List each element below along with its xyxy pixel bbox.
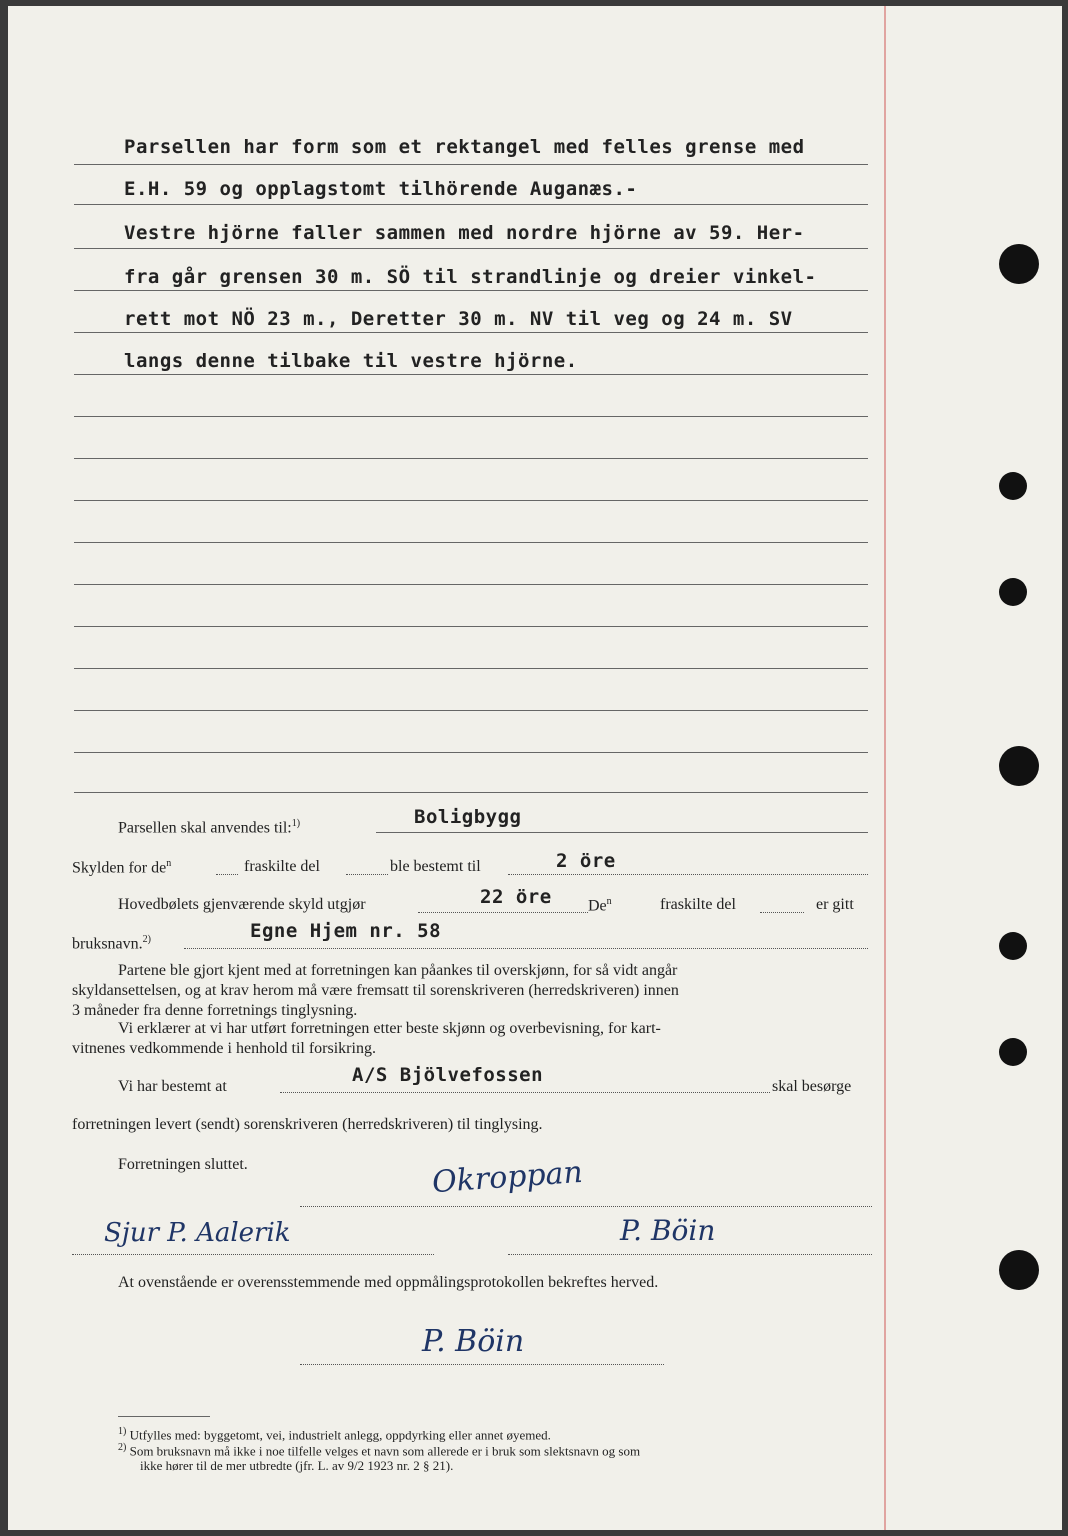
remaining-suffix: er gitt: [816, 896, 854, 913]
ruled-line: [74, 248, 868, 249]
description-line: Parsellen har form som et rektangel med felles grense med: [124, 136, 805, 158]
tax-suffix: ble bestemt til: [390, 858, 481, 875]
description-line: rett mot NÖ 23 m., Deretter 30 m. NV til veg og 24 m. SV: [124, 308, 793, 330]
remaining-label: Hovedbølets gjenværende skyld utgjør: [118, 896, 366, 913]
margin-line: [884, 6, 886, 1530]
delivery-line: forretningen levert (sendt) sorenskriveren (herredskriveren) til tinglysing.: [72, 1116, 543, 1133]
description-line: fra går grensen 30 m. SÖ til strandlinje og dreier vinkel-: [124, 266, 817, 288]
bruksnavn-label: bruksnavn.$^{2)}$: [72, 934, 151, 953]
binder-hole: [999, 578, 1027, 606]
document-page: [8, 6, 1062, 1530]
description-line: langs denne tilbake til vestre hjörne.: [124, 350, 578, 372]
remaining-de: De$^n$: [588, 896, 612, 915]
ruled-line: [74, 164, 868, 165]
binder-hole: [999, 244, 1039, 284]
binder-hole: [999, 932, 1027, 960]
usage-label: Parsellen skal anvendes til:$^{1)}$: [118, 818, 301, 837]
footnote: $^{2)}$ Som bruksnavn må ikke i noe tilfelle velges et navn som allerede er i bruk som slektsnavn og som: [118, 1442, 641, 1459]
ruled-line: [74, 332, 868, 333]
footnote-separator: [118, 1416, 210, 1417]
ruled-line: [74, 416, 868, 417]
binder-hole: [999, 746, 1039, 786]
ruled-line: [74, 752, 868, 753]
footnote: ikke hører til de mer utbredte (jfr. L. av 9/2 1923 nr. 2 § 21).: [140, 1458, 454, 1473]
tax-prefix: Skylden for $de^n$: [72, 858, 172, 877]
usage-line: [376, 832, 868, 833]
remaining-middle: fraskilte del: [660, 896, 736, 913]
signature: P. Böin: [620, 1214, 716, 1247]
signature: Okroppan: [430, 1154, 584, 1201]
ruled-line: [74, 290, 868, 291]
paragraph-line: Vi erklærer at vi har utført forretningen etter beste skjønn og overbevisning, for kart-: [118, 1020, 661, 1037]
ruled-line: [74, 500, 868, 501]
ruled-line: [74, 542, 868, 543]
ruled-line: [74, 584, 868, 585]
tax-value: 2 öre: [556, 850, 616, 872]
ruled-line: [74, 710, 868, 711]
ruled-line: [74, 204, 868, 205]
footnote: $^{1)}$ Utfylles med: byggetomt, vei, industrielt anlegg, oppdyrking eller annet øyemed.: [118, 1426, 551, 1443]
ruled-line: [74, 458, 868, 459]
signature: Sjur P. Aalerik: [104, 1218, 291, 1248]
ruled-line: [74, 792, 868, 793]
ruled-line: [74, 626, 868, 627]
determined-suffix: skal besørge: [772, 1078, 852, 1095]
binder-hole: [999, 472, 1027, 500]
determined-value: A/S Bjölvefossen: [352, 1064, 544, 1086]
signature: P. Böin: [422, 1324, 525, 1359]
confirmation-text: At ovenstående er overensstemmende med oppmålingsprotokollen bekreftes herved.: [118, 1274, 659, 1291]
ruled-line: [74, 668, 868, 669]
tax-middle: fraskilte del: [244, 858, 320, 875]
determined-prefix: Vi har bestemt at: [118, 1078, 227, 1095]
usage-value: Boligbygg: [414, 806, 522, 828]
ruled-line: [74, 374, 868, 375]
closing-text: Forretningen sluttet.: [118, 1156, 248, 1173]
description-line: E.H. 59 og opplagstomt tilhörende Auganæs.-: [124, 178, 638, 200]
remaining-value: 22 öre: [480, 886, 552, 908]
description-line: Vestre hjörne faller sammen med nordre hjörne av 59. Her-: [124, 222, 805, 244]
binder-hole: [999, 1038, 1027, 1066]
binder-hole: [999, 1250, 1039, 1290]
paragraph-line: Partene ble gjort kjent med at forretningen kan påankes til overskjønn, for så vidt angår: [118, 962, 678, 979]
paragraph-line: skyldansettelsen, og at krav herom må være fremsatt til sorenskriveren (herredskriveren) innen: [72, 982, 679, 999]
paragraph-line: vitnenes vedkommende i henhold til forsikring.: [72, 1040, 376, 1057]
paragraph-line: 3 måneder fra denne forretnings tinglysning.: [72, 1002, 358, 1019]
bruksnavn-value: Egne Hjem nr. 58: [250, 920, 442, 942]
